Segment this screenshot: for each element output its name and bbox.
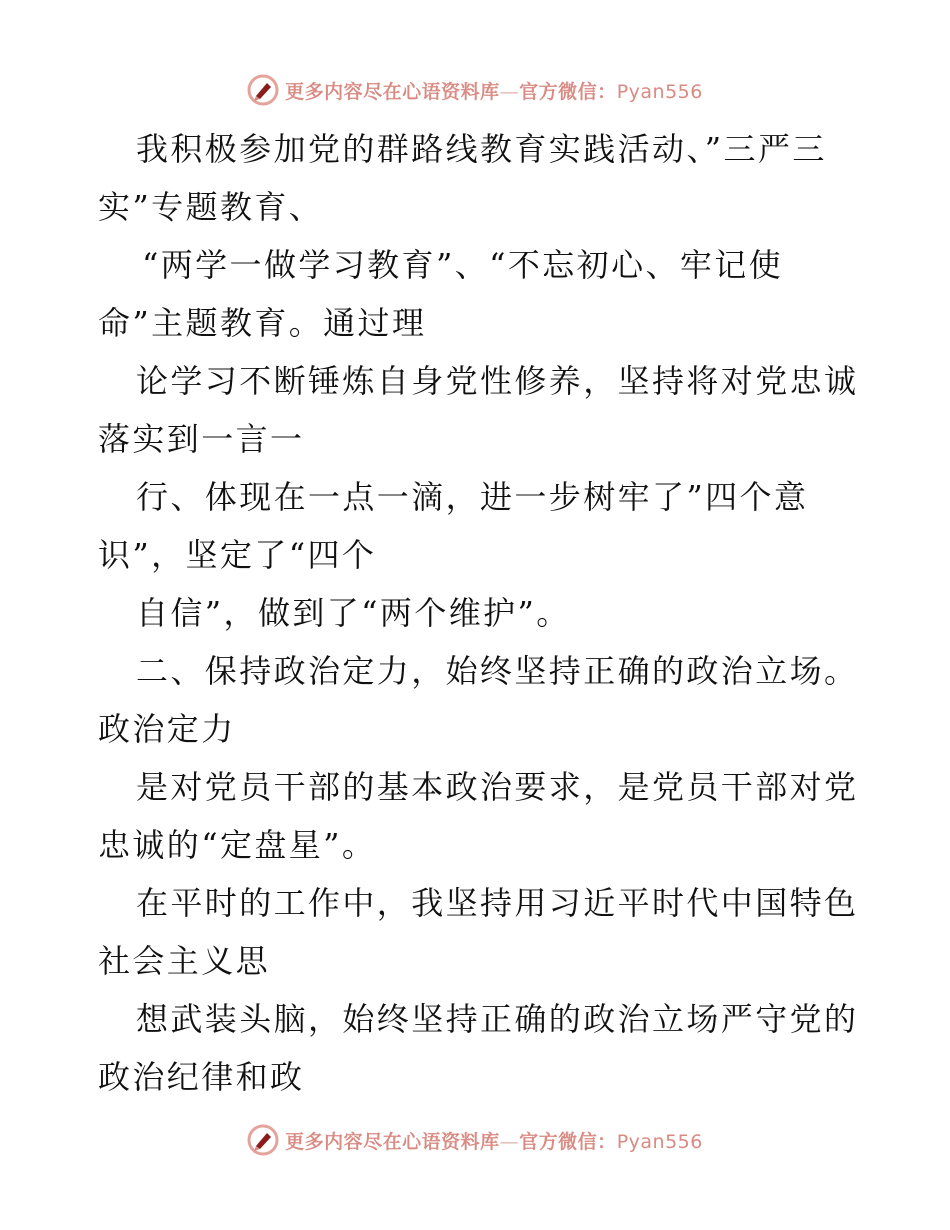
watermark-account-label: 官方微信： bbox=[519, 80, 617, 103]
watermark-account-label: 官方微信： bbox=[519, 1130, 617, 1153]
text-line: 二、保持政治定力，始终坚持正确的政治立场。 bbox=[136, 652, 859, 690]
text-line: 在平时的工作中，我坚持用习近平时代中国特色 bbox=[136, 884, 859, 922]
text-line: 实”专题教育、 bbox=[98, 188, 324, 226]
watermark-account-id: Pyan556 bbox=[616, 1130, 703, 1153]
text-line: 是对党员干部的基本政治要求，是党员干部对党 bbox=[136, 768, 859, 806]
text-line: 想武装头脑，始终坚持正确的政治立场严守党的 bbox=[136, 1000, 859, 1038]
footer-watermark bbox=[0, 1122, 950, 1158]
text-line: 命”主题教育。通过理 bbox=[98, 304, 427, 342]
text-line: 政治纪律和政 bbox=[98, 1058, 305, 1096]
watermark-separator: — bbox=[499, 1130, 520, 1153]
watermark-text bbox=[285, 77, 703, 104]
text-line: 识”，坚定了“四个 bbox=[98, 536, 377, 574]
text-line: 我积极参加党的群路线教育实践活动、”三严三 bbox=[136, 130, 827, 168]
text-line: 政治定力 bbox=[98, 710, 236, 748]
pen-logo-icon bbox=[247, 74, 279, 106]
text-line: 忠诚的“定盘星”。 bbox=[98, 826, 377, 864]
watermark-account-id: Pyan556 bbox=[616, 80, 703, 103]
document-body bbox=[98, 120, 858, 1106]
text-line: 论学习不断锤炼自身党性修养，坚持将对党忠诚 bbox=[136, 362, 859, 400]
header-watermark bbox=[0, 72, 950, 108]
text-line: 社会主义思 bbox=[98, 942, 271, 980]
text-line: 自信”，做到了“两个维护”。 bbox=[136, 594, 571, 632]
watermark-text bbox=[285, 1127, 703, 1154]
watermark-brand: 更多内容尽在心语资料库 bbox=[285, 80, 500, 103]
text-line: “两学一做学习教育”、“不忘初心、牢记使 bbox=[142, 246, 784, 284]
text-line: 行、体现在一点一滴，进一步树牢了”四个意 bbox=[136, 478, 809, 516]
text-line: 落实到一言一 bbox=[98, 420, 305, 458]
pen-logo-icon bbox=[247, 1124, 279, 1156]
watermark-separator: — bbox=[499, 80, 520, 103]
watermark-brand: 更多内容尽在心语资料库 bbox=[285, 1130, 500, 1153]
